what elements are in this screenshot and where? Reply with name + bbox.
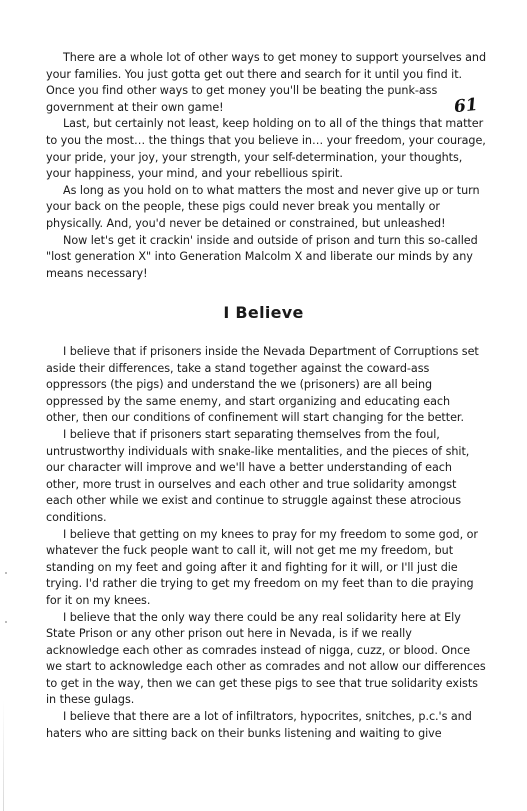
belief-paragraph: I believe that the only way there could be any real solidarity here at Ely State Prison or any other prison out here in Nevada, is if we really acknowledge each other as comrades instead of nigga, cuzz, or blood. Once we start to acknowledge each other as comrades and not allow our differences to get in the way, then we can get these pigs to see that true solidarity exists in these gulags. [46,610,486,707]
belief-paragraph: I believe that there are a lot of infiltrators, hypocrites, snitches, p.c.'s and haters who are sitting back on their bunks listening and waiting to give [46,710,472,740]
belief-paragraph: I believe that getting on my knees to pray for my freedom to some god, or whatever the fuck people want to call it, will not get me my freedom, but standing on my feet and going after it and fighting for it will, or I'll just die trying. I'd rather die trying to get my freedom on my feet than to die praying for it on my knees. [46,527,478,607]
intro-text-block [46,50,486,282]
handwritten-page-number: 61 [453,94,479,118]
scan-speck [5,621,7,623]
section-heading: I Believe [223,303,304,322]
scan-edge-shadow [3,700,4,811]
intro-paragraph: Now let's get it crackin' inside and outside of prison and turn this so-called "lost generation X" into Generation Malcolm X and liberate our minds by any means necessary! [46,233,478,280]
belief-text-block [46,344,486,742]
intro-paragraph: There are a whole lot of other ways to get money to support yourselves and your families. You just gotta get out there and search for it until you find it. Once you find other ways to get money you'll be beating the punk-ass government at their own game! [46,51,487,114]
scan-speck [5,572,7,574]
belief-paragraph: I believe that if prisoners start separating themselves from the foul, untrustworthy individuals with snake-like mentalities, and the pieces of shit, our character will improve and we'll have a better understanding of each other, more trust in ourselves and each other and true solidarity amongst each other while we exist and continue to struggle against these atrocious conditions. [46,427,470,524]
belief-paragraph: I believe that if prisoners inside the Nevada Department of Corruptions set aside their differences, take a stand together against the coward-ass oppressors (the pigs) and understand the we (prisoners) are all being oppressed by the same enemy, and start organizing and educating each other, then our conditions of confinement will start changing for the better. [46,345,479,425]
intro-paragraph: As long as you hold on to what matters the most and never give up or turn your back on the people, these pigs could never break you mentally or physically. And, you'd never be detained or constrained, but unleashed! [46,183,480,230]
intro-paragraph: Last, but certainly not least, keep holding on to all of the things that matter to you the most… the things that you believe in… your freedom, your courage, your pride, your joy, your strength, your self-determination, your thoughts, your happiness, your mind, and your rebellious spirit. [46,117,486,181]
